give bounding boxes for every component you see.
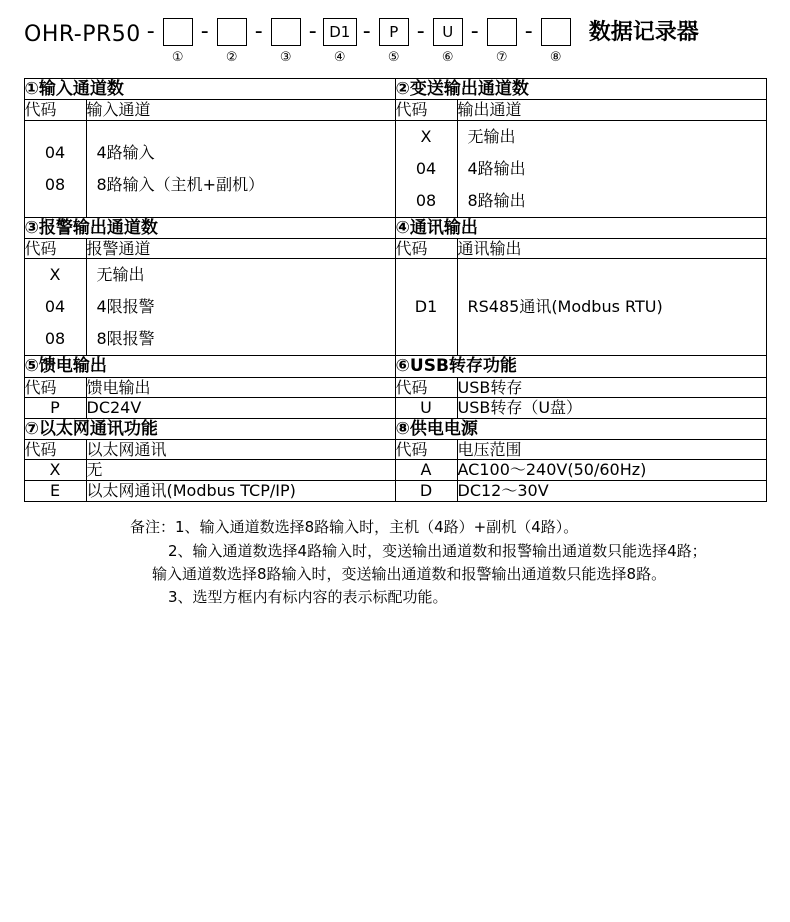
model-slot-4[interactable]	[321, 18, 359, 64]
section-7-row-2-code: E	[24, 481, 86, 502]
section-3-row-1-code: X	[49, 265, 61, 285]
section-2-header-desc: 输出通道	[457, 100, 766, 120]
notes-label: 备注：	[130, 518, 176, 537]
table-row	[24, 259, 766, 356]
model-code-sequence	[143, 18, 575, 64]
model-slot-4-index: ④	[333, 50, 346, 65]
section-8-header-code: 代码	[395, 440, 457, 460]
section-5-header-code: 代码	[24, 377, 86, 397]
model-slot-5-index: ⑤	[387, 50, 400, 65]
section-3-row-3-code: 08	[44, 329, 66, 349]
section-2-header-code: 代码	[395, 100, 457, 120]
model-slot-8-index: ⑧	[549, 50, 562, 65]
notes-block	[0, 516, 790, 609]
section-5-row-1-code: P	[24, 397, 86, 418]
section-6-header-desc: USB转存	[457, 377, 766, 397]
section-title-4: ④通讯输出	[395, 217, 766, 238]
model-slot-5[interactable]	[375, 18, 413, 64]
model-slot-6[interactable]	[429, 18, 467, 64]
section-8-header-desc: 电压范围	[457, 440, 766, 460]
note-row-2	[130, 540, 780, 563]
model-slot-7[interactable]	[483, 18, 521, 64]
section-3-row-3-desc: 8限报警	[96, 329, 155, 349]
section-6-row-1-desc: USB转存（U盘）	[457, 397, 766, 418]
model-slot-2-box[interactable]	[217, 18, 247, 46]
dash-5: -	[416, 19, 425, 44]
section-7-header-desc: 以太网通讯	[86, 440, 395, 460]
section-1-row-2-desc: 8路输入（主机+副机）	[96, 174, 265, 194]
model-suffix: 数据记录器	[588, 20, 699, 45]
note-row-1	[130, 516, 780, 539]
model-slot-4-box[interactable]: D1	[323, 18, 357, 46]
section-5-header-desc: 馈电输出	[86, 377, 395, 397]
section-1-row-2-code: 08	[44, 174, 66, 194]
section-title-1: ①输入通道数	[24, 79, 395, 100]
note-1-num: 1、	[175, 518, 200, 537]
note-row-2b	[130, 563, 780, 586]
note-row-3	[130, 586, 780, 609]
table-row	[24, 397, 766, 418]
model-slot-1-box[interactable]	[163, 18, 193, 46]
section-2-row-1-desc: 无输出	[467, 126, 516, 146]
section-1-header-code: 代码	[24, 100, 86, 120]
section-8-row-2-code: D	[395, 481, 457, 502]
model-slot-3[interactable]	[267, 18, 305, 64]
note-1-text: 输入通道数选择8路输入时，主机（4路）+副机（4路）。	[199, 518, 579, 537]
note-2-num: 2、	[168, 541, 193, 560]
section-3-row-2-desc: 4限报警	[96, 297, 155, 317]
section-title-7: ⑦以太网通讯功能	[24, 418, 395, 439]
section-6-header-code: 代码	[395, 377, 457, 397]
dash-0: -	[146, 19, 155, 44]
dash-7: -	[524, 19, 533, 44]
model-slot-6-box[interactable]: U	[433, 18, 463, 46]
section-4-row-1-desc: RS485通讯(Modbus RTU)	[467, 297, 663, 317]
section-8-row-2-desc: DC12～30V	[457, 481, 766, 502]
section-4-row-1-code: D1	[414, 297, 438, 317]
dash-6: -	[470, 19, 479, 44]
table-row	[24, 217, 766, 238]
section-4-header-code: 代码	[395, 238, 457, 258]
section-6-row-1-code: U	[395, 397, 457, 418]
table-row	[24, 440, 766, 460]
section-8-row-1-desc: AC100～240V(50/60Hz)	[457, 460, 766, 481]
model-slot-2-index: ②	[225, 50, 238, 65]
model-slot-8-box[interactable]	[541, 18, 571, 46]
model-slot-3-box[interactable]	[271, 18, 301, 46]
note-2b-text: 输入通道数选择8路输入时，变送输出通道数和报警输出通道数只能选择8路。	[152, 564, 667, 583]
dash-3: -	[308, 19, 317, 44]
model-slot-3-index: ③	[279, 50, 292, 65]
dash-4: -	[362, 19, 371, 44]
table-row	[24, 356, 766, 377]
section-2-row-3-desc: 8路输出	[467, 190, 526, 210]
section-1-header-desc: 输入通道	[86, 100, 395, 120]
model-slot-7-box[interactable]	[487, 18, 517, 46]
section-title-5: ⑤馈电输出	[24, 356, 395, 377]
note-2-text: 输入通道数选择4路输入时，变送输出通道数和报警输出通道数只能选择4路；	[192, 541, 707, 560]
model-slot-8[interactable]	[537, 18, 575, 64]
section-3-row-1-desc: 无输出	[96, 265, 145, 285]
model-slot-7-index: ⑦	[495, 50, 508, 65]
model-slot-1[interactable]	[159, 18, 197, 64]
section-8-row-1-code: A	[395, 460, 457, 481]
table-row	[24, 238, 766, 258]
section-2-row-2-desc: 4路输出	[467, 158, 526, 178]
selection-spec-table	[24, 78, 767, 502]
note-1	[175, 516, 780, 539]
table-row	[24, 460, 766, 481]
section-title-3: ③报警输出通道数	[24, 217, 395, 238]
model-slot-5-box[interactable]: P	[379, 18, 409, 46]
table-row	[24, 481, 766, 502]
section-title-6: ⑥USB转存功能	[395, 356, 766, 377]
section-7-row-1-desc: 无	[86, 460, 395, 481]
section-5-row-1-desc: DC24V	[86, 397, 395, 418]
table-row	[24, 100, 766, 120]
section-7-header-code: 代码	[24, 440, 86, 460]
model-slot-1-index: ①	[171, 50, 184, 65]
section-title-8: ⑧供电电源	[395, 418, 766, 439]
section-1-row-1-desc: 4路输入	[96, 142, 155, 162]
section-3-header-desc: 报警通道	[86, 238, 395, 258]
dash-1: -	[200, 19, 209, 44]
section-3-row-2-code: 04	[44, 297, 66, 317]
section-2-row-3-code: 08	[415, 190, 437, 210]
section-7-row-1-code: X	[24, 460, 86, 481]
section-4-header-desc: 通讯输出	[457, 238, 766, 258]
table-row	[24, 79, 766, 100]
section-7-row-2-desc: 以太网通讯(Modbus TCP/IP)	[86, 481, 395, 502]
model-prefix: OHR-PR50	[24, 22, 141, 47]
table-row	[24, 418, 766, 439]
note-3-num: 3、	[168, 588, 193, 607]
section-title-2: ②变送输出通道数	[395, 79, 766, 100]
section-2-row-2-code: 04	[415, 158, 437, 178]
note-3-text: 选型方框内有标内容的表示标配功能。	[192, 588, 448, 607]
section-3-header-code: 代码	[24, 238, 86, 258]
table-row	[24, 377, 766, 397]
model-slot-6-index: ⑥	[441, 50, 454, 65]
model-slot-2[interactable]	[213, 18, 251, 64]
section-1-row-1-code: 04	[44, 142, 66, 162]
model-code-line	[0, 18, 790, 64]
section-2-row-1-code: X	[420, 126, 432, 146]
dash-2: -	[254, 19, 263, 44]
